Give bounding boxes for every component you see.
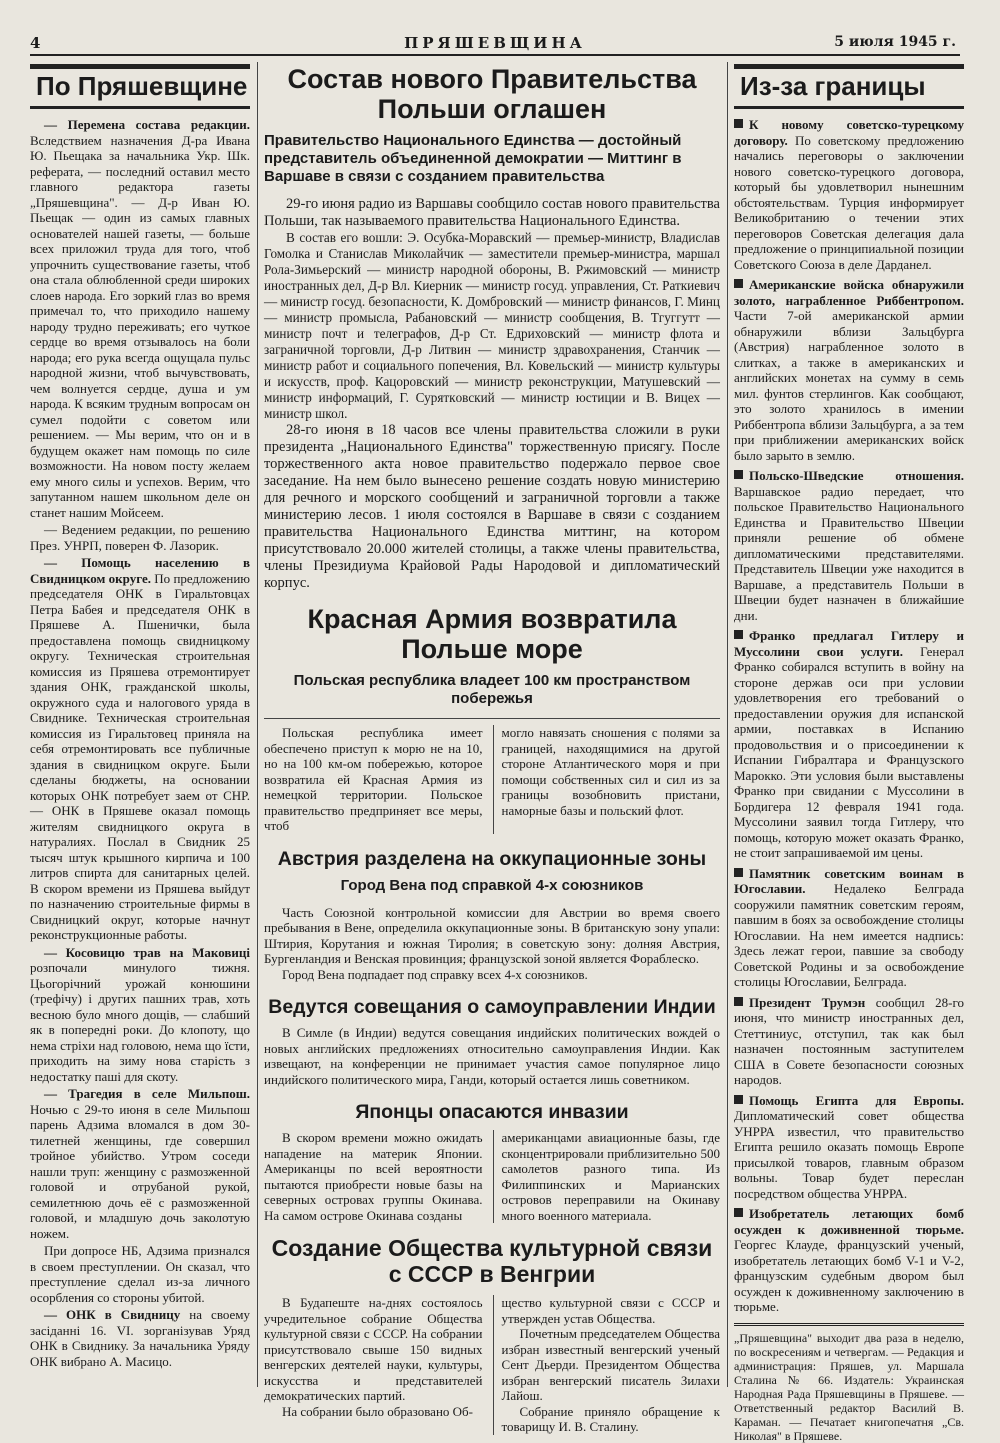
- local-news-column: [30, 64, 250, 1384]
- article-paragraph: Город Вена подпадает под справку всех 4-х союзников.: [282, 966, 588, 982]
- article-paragraph: могло навязать сношения с полями за границей, находящимися на другой стороне Атлантического моря и при помощи собственных сил и сил из за границы возобновить пристани, наморные базы и польский флот.: [501, 725, 720, 818]
- news-item: [30, 1307, 250, 1369]
- news-item-title: — Косовицю трав на Маковиці: [44, 944, 250, 960]
- news-item-text: Недалеко Белграда сооружили памятник советским героям, павшим в боях за освобождение столицы Югославии. На нем имеется надпись: Здесь лежат герои, павшие за свободу Советской Родины и за освобождение столицы Югославии, Белграда.: [734, 881, 964, 989]
- news-item-title: Польско-Шведские отношения.: [749, 468, 964, 483]
- article-paragraph: щество культурной связи с СССР и утвержден устав Общества.: [501, 1295, 720, 1326]
- article-subhead: Польская республика владеет 100 км пространством побережья: [293, 672, 691, 707]
- bullet-square-icon: [734, 1208, 743, 1217]
- news-item-text: Ночью с 29-то июня в селе Мильпош парень Адзима вломался в дом 30-тилетней женщины, где совершил тройное убийство. Утром соседи нашли труп: женщину с размозженной головой и отрубаной рукой, семилетнюю дочь её с размозженной головой, и младшую дочь заколотую ножем.: [30, 1101, 250, 1241]
- article-headline-japan: Японцы опасаются инвазии: [355, 1101, 629, 1123]
- news-item: [734, 117, 964, 272]
- news-item-text: Генерал Франко собирался вступить в войну на стороне держав оси при условии удовлетворения его требований о предоставлении оружия для испанской армии, поставках в Испанию продовольствия и о присоединении к Испании Гибралтара и Французского Марокко. Эти условия были выставлены Франко при свидании с Муссолини в Бордигера 12 февраля 1941 года. Муссолини заявил тогда Гитлеру, что помощь, которую может оказать Франко, не стоит запрашиваемой им цены.: [734, 643, 964, 860]
- news-item: [734, 866, 964, 990]
- local-news-rubric: По Пряшевщине: [30, 64, 250, 109]
- article-headline-india: Ведутся совещания о самоуправлении Индии: [268, 996, 716, 1018]
- bullet-square-icon: [734, 470, 743, 479]
- article-body-hungary-society: [264, 1295, 720, 1435]
- news-item-text: Части 7-ой американской армии обнаружили вблизи Зальцбурга (Австрия) награбленное золото в слитках, а также в американских и английских монетах на сумму в семь мил. фунтов стерлингов. Как сообщают, это золото хранилось в имении Риббентропа вблизи Зальцбурга, а за тем при приближении американских войск было зарыто в землю.: [734, 308, 964, 463]
- imprint: „Пряшевщина" выходит два раза в неделю, по воскресениям и четвергам. — Редакция и администрация: Пряшев, ул. Маршала Сталина № 66. Издатель: Украинская Народная Рада Пряшевщины в Пряшеве. — Ответственный редактор Василий В. Караман. — Печатает книгопечатня „Св. Николая" в Пряшеве.: [734, 1323, 964, 1443]
- article-body-poland-government: [264, 196, 720, 592]
- news-item-text: По советскому предложению начались переговоры о заключении нового советско-турецкого договора, который бы удовлетворил нынешним обстоятельствам. Турция информирует Великобританию о течении этих переговоров Советская делегация дала предложение о принципиальной позиции Советского Союза в деле Дарданел.: [734, 132, 965, 272]
- news-item-text: розпочали минулого тижня. Цьогорічний урожай конюшини (трефічу) і других пашних трав, хоть весною було много дощів, — слабший як в попередні роки. До клопоту, що нема стріхи над головою, нема що їсти, приходить на зиму нова старість з недостатку паші для скоту.: [30, 960, 250, 1084]
- abroad-rubric: Из-за границы: [734, 64, 964, 109]
- article-paragraph: Часть Союзной контрольной комиссии для Австрии во время своего пребывания в Вене, определила оккупационные зоны. В британскую зону упали: Штирия, Корутания и южная Тиролия; в советскую зону: долняя Австрия, Бургенландия и Венская провинция; французской зоной является Фораблеско.: [264, 904, 720, 966]
- news-item: [734, 1206, 964, 1315]
- bullet-square-icon: [734, 997, 743, 1006]
- column-divider: [727, 62, 728, 1387]
- bullet-square-icon: [734, 119, 743, 128]
- news-item: [734, 277, 964, 463]
- newspaper-name: ПРЯШЕВЩИНА: [404, 34, 586, 52]
- article-paragraph: 29-го июня радио из Варшавы сообщило состав нового правительства Польши, так называемого правительства Национального Единства.: [264, 196, 720, 229]
- column-divider: [257, 62, 258, 1387]
- article-paragraph: В состав его вошли: Э. Осубка-Моравский — премьер-министр, Владислав Гомолка и Станислав Миколайчик — заместители премьер-министра, маршал Рола-Зимьерский — министр народной обороны, В. Ржимовский — министр иностранных дел, Д-р Вл. Киерник — министр госуд. управления, Ст. Раткиевич — министр госуд. безопасности, К. Домбровский — министр финансов, Г. Минц — министр промысла, Рабановский — министр сообщения, В. Тгуггутт — министр почт и телеграфов, Д-р Ст. Едриховский — министр флота и заграничной торговли, Д-р Литвин — министр здравохранения, Станчик — министр работ и социального попечения, Вл. Ковельский — министр культуры и искусств, проф. Кацоровский — министр реконструкции, Матушевский — министр информаций, Г. Суряткoвский — министр юстиции и В. Вицех — министр школ.: [264, 230, 720, 421]
- bullet-square-icon: [734, 1095, 743, 1104]
- news-item-text: По предложению председателя ОНК в Гиральтовцах Петра Бабея и председателя ОНК в Пряшеве А. Пшенички, была предоставлена помощь свидницкому округу. Техническая строительная комиссия из Пряшева отремонтирует здания ОНК, гражданской школы, окружного суда и налогового уряда в Свиднике. Техническая строительная комиссия из Гиральтовец приняла на себя отремонтировать все публичные здания в свидницком округе. Были сделаны бюджеты, на основании которых ОНК потребует заем от СНР. — ОНК в Пряшеве оказал помощь жителям свидницкого округа в натуралиях. Послал в Свидник 25 тысяч штук крышного кирпича и 100 литров спирта для санитарных целей. В скором времени из Пряшева выйдут по назначению строительные фирмы в Свидницкий округ, которые начнут реконструкционные работы.: [30, 570, 250, 942]
- news-item: [30, 945, 250, 1085]
- abroad-column: [734, 64, 965, 1443]
- news-item-title: Франко предлагал Гитлеру и Муссолини свои услуги.: [734, 628, 964, 659]
- news-item: [734, 468, 964, 623]
- news-item-title: Изобретатель летающих бомб осужден к доживненной тюрьме.: [734, 1206, 964, 1237]
- article-headline-austria-zones: Австрия разделена на оккупационные зоны: [277, 847, 707, 870]
- article-body-austria-zones: [264, 905, 720, 983]
- article-paragraph: Польская республика имеет обеспечено приступ к морю не на 10, но на 100 км-ом побережью, которое возвратила ей Красная Армия из немецкой территории. Польское правительство предприняет все меры, чтоб: [264, 725, 483, 833]
- news-item-text: Варшавское радио передает, что польское Правительство Национального Единства и Правительство Швеции приняли решение об обмене дипломатическими представителями. Представитель Швеции уже находится в Варшаве, а представитель Польши в Швеции будет назначен в ближайшие дни.: [734, 483, 964, 623]
- issue-date: 5 июля 1945 г.: [834, 34, 956, 50]
- news-item-text: сообщил 28-го июня, что министр иностранных дел, Стеттиниус, отступил, так как был назначен постоянным заступителем США в Совете безопасности союзных народов.: [734, 994, 964, 1087]
- news-item-text: на своему засіданні 16. VI. зорганізував Уряд ОНК в Свиднику. За начальника Уряду ОНК вибрано А. Масицо.: [30, 1307, 251, 1369]
- article-body-red-army-sea: [264, 718, 720, 834]
- page-header: [30, 34, 960, 56]
- article-headline-red-army-sea: Красная Армия возвратила Польше море: [307, 604, 677, 664]
- news-item: [30, 555, 250, 943]
- page-number: 4: [30, 34, 41, 52]
- news-item: [30, 1086, 250, 1241]
- news-item: [30, 117, 250, 520]
- news-item-title: — Трагедия в селе Мильпош.: [44, 1086, 250, 1101]
- bullet-square-icon: [734, 279, 743, 288]
- news-item-title: К новому советско-турецкому договору.: [734, 117, 964, 148]
- local-news-items: [30, 117, 250, 1369]
- bullet-square-icon: [734, 630, 743, 639]
- article-paragraph: В Будапеште на-днях состоялось учредительное собрание Общества культурной связи с СССР. На собрании присутствовало свыше 150 видных венгерских деятелей науки, культуры, искусства и представителей демократических партий.: [264, 1295, 483, 1403]
- news-item-text: При допросе НБ, Адзима признался в своем преступлении. Он сказал, что преступление сделал из-за личного осорбления со стороны убитой.: [30, 1243, 250, 1305]
- news-item: [734, 628, 964, 861]
- article-paragraph: Почетным председателем Общества избран известный венгерский ученый Сент Дьерди. Президентом Общества избран венгерский писатель Зилахи Лайош.: [501, 1326, 720, 1403]
- news-item-text: Дипломатический совет общества УНРРА известил, что правительство Египта решило оказать помощь Европе присылкой товаров, главным образом вольны. Товар будет переслан посредством общества УНРРА.: [734, 1108, 964, 1201]
- news-item-title: — Перемена состава редакции.: [44, 117, 250, 132]
- news-item-title: — ОНК в Свидницу: [44, 1307, 181, 1322]
- article-headline-poland-government: Состав нового Правительства Польши оглашен: [287, 64, 697, 124]
- news-item-text: Георгес Клауде, французский ученый, изобретатель летающих бомб V-1 и V-2, французским судебным двором был осужден к доживненному заключению в тюрьме.: [734, 1237, 964, 1314]
- news-item-text: — Ведением редакции, по решению През. УНРП, поверен Ф. Лазорик.: [30, 522, 250, 553]
- news-item-title: Памятник советским воинам в Югославии.: [734, 865, 964, 896]
- article-subhead: Правительство Национального Единства — достойный представитель объединенной демократии — Миттинг в Варшаве в связи с созданием правительства: [264, 132, 682, 185]
- article-paragraph: 28-го июня в 18 часов все члены правительства сложили в руки президента „Национального Единства" торжественную присягу. После торжественного акта новое правительство подержало первое свое заседание. На нем было вынесено решение создать новую министерию для речного и морского сообщений и заграничной торговли а также министерию лесов. 1 июля состоялся в Варшаве в связи с созданием правительства Национального Единства миттинг, на котором присутствовало 20.000 жителей столицы, а также члены правительства, члены Президиума Крайовой Рады Народовой и дипломатический корпус.: [264, 422, 720, 591]
- news-item-title: — Помощь населению в Свидницком округе.: [30, 555, 250, 586]
- article-subhead: Город Вена под справкой 4-х союзников: [340, 876, 644, 894]
- article-paragraph: На собрании было образовано Об-: [282, 1403, 473, 1419]
- news-item-title: Американские войска обнаружили золото, награбленное Риббентропом.: [734, 277, 964, 308]
- news-item-title: Президент Трумэн: [749, 994, 866, 1010]
- news-item: [734, 1093, 964, 1202]
- article-body-india: [264, 1025, 720, 1087]
- article-body-japan: [264, 1130, 720, 1223]
- news-item-title: Помощь Египта для Европы.: [749, 1092, 964, 1108]
- article-paragraph: американцами авиационные базы, где сконцентрировали приблизительно 500 самолетов разного типа. Из Филиппинских и Марианских островов переправили на Окинаву много военного материала.: [501, 1130, 720, 1223]
- article-paragraph: В Симле (в Индии) ведутся совещания индийских политических вождей о новых английских предложениях относительно самоуправления Индии. Как извещают, на конференции не принимает участия самое популярное лицо индийского политического мира, Ганди, который остается лишь советником.: [264, 1025, 720, 1087]
- main-column: [264, 64, 720, 1434]
- news-item-text: Вследствием назначения Д-ра Ивана Ю. Пьещака за начальника Укр. Шк. реферата, — последний оставил место главного редактора газеты „Пряшевщина". — Д-р Иван Ю. Пьещак — один из самых главных основателей нашей газеты, — больше всех приложил труда для того, чтоб упрочнить существование газеты, чтоб она стала облюбленной среди широких слоев народа. Его зоркий глаз во время примечал то, что приходило нашему народу трудно переживать; его чуткое сердце во время отзывалось на боли народа; его рука всегда ощущала пульс народной жизни, чтоб вычувствовать, чем волнуется сердце, душа и ум народа. К всяким трудным вопросам он сумел подойти с советом или решением. — Мы верим, что он и в будущем окажет нам помощь по силе возможности. На новом посту желаем ему много силы и успехов. Верим, что запутанном нашем школьном деле он станет нашим Мойсеем.: [30, 132, 250, 520]
- bullet-square-icon: [734, 868, 743, 877]
- news-item: [734, 995, 964, 1088]
- article-paragraph: В скором времени можно ожидать нападение на материк Японии. Американцы по всей вероятности пытаются приобрести новые базы на северных островах группы Окинава. На самом острове Окинава созданы: [264, 1130, 483, 1223]
- article-paragraph: Собрание приняло обращение к товарищу И. В. Сталину.: [501, 1403, 720, 1434]
- abroad-items: [734, 117, 964, 1443]
- article-headline-hungary-society: Создание Общества культурной связи с СССР в Венгрии: [271, 1235, 713, 1287]
